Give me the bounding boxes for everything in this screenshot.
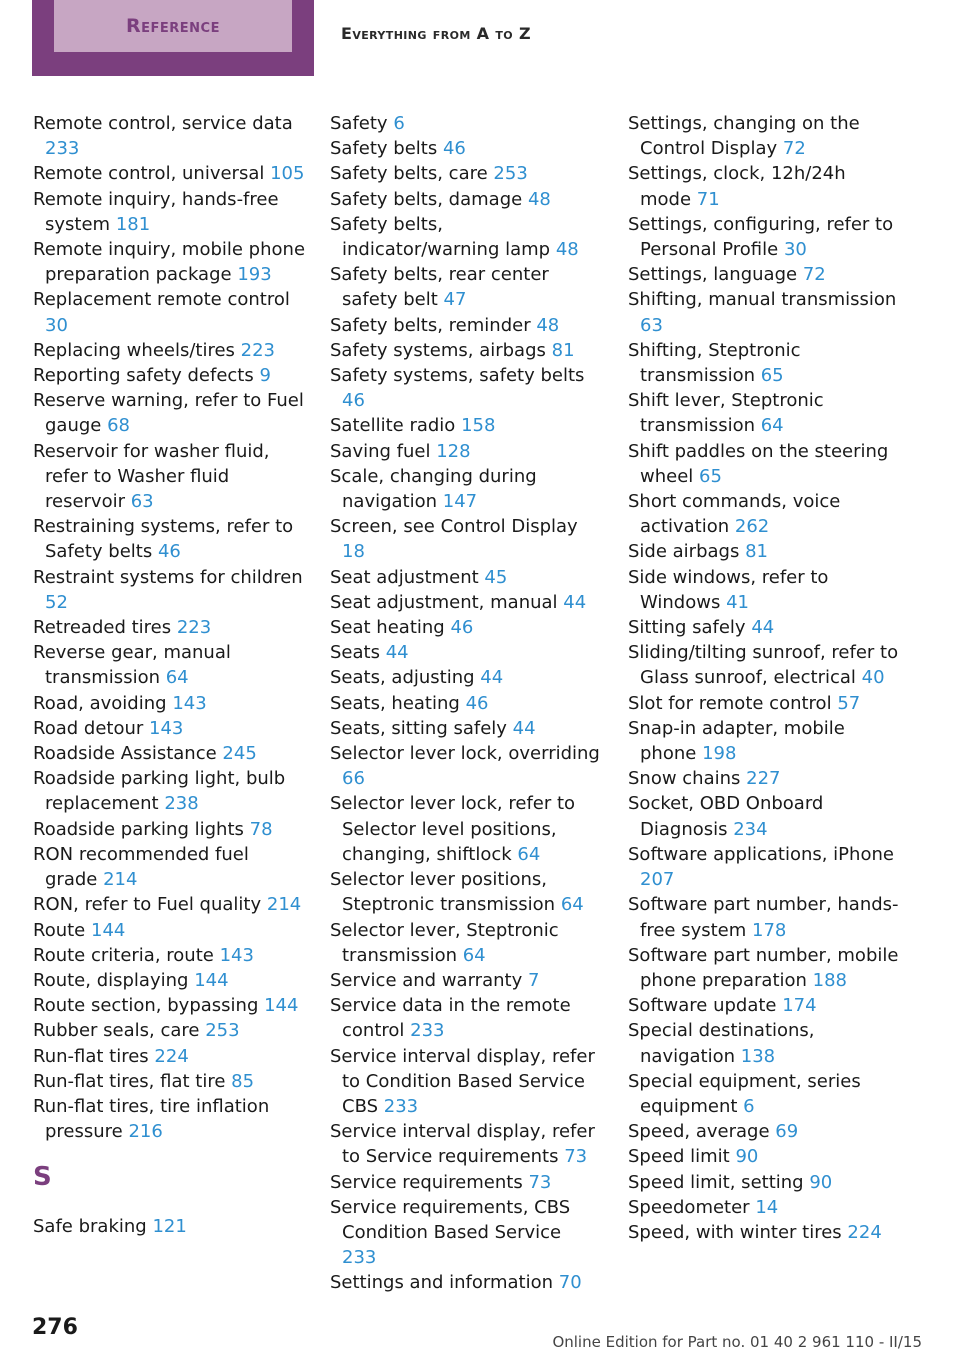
index-entry-term: Safety belts, reminder bbox=[330, 314, 531, 336]
index-entry-term: Snap-in adapter, mobile phone bbox=[628, 717, 845, 765]
index-entry-page-link[interactable]: 224 bbox=[847, 1221, 882, 1243]
index-entry bbox=[33, 741, 305, 766]
index-entry-term: Retreaded tires bbox=[33, 617, 172, 639]
index-entry bbox=[330, 716, 600, 741]
index-entry-term: Selector lever lock, refer to Selector level positions, changing, shiftlock bbox=[330, 793, 576, 865]
index-entry-term: Seat heating bbox=[330, 617, 445, 639]
index-entry-page-link[interactable]: 44 bbox=[563, 591, 587, 613]
section-tab bbox=[32, 0, 314, 76]
index-entry-page-link[interactable]: 214 bbox=[266, 894, 302, 916]
index-entry-page-link[interactable]: 90 bbox=[809, 1171, 833, 1193]
index-entry-term: Speed limit bbox=[628, 1146, 730, 1168]
index-entry bbox=[628, 943, 900, 993]
index-entry-page-link[interactable]: 143 bbox=[219, 944, 254, 966]
index-entry bbox=[628, 1170, 900, 1195]
index-entry-term: Shifting, Steptronic transmission bbox=[628, 339, 801, 387]
index-entry bbox=[330, 514, 600, 564]
index-column-2 bbox=[330, 111, 600, 1296]
index-entry-term: Short commands, voice activation bbox=[628, 491, 841, 538]
index-entry bbox=[330, 111, 600, 136]
index-entry-term: Service interval display, refer to Service requirements bbox=[330, 1121, 595, 1168]
index-entry bbox=[628, 1220, 900, 1245]
index-entry bbox=[33, 1018, 305, 1043]
index-entry-page-link[interactable]: 216 bbox=[128, 1121, 163, 1143]
index-entry bbox=[628, 565, 900, 615]
index-entry-page-link[interactable]: 18 bbox=[342, 541, 365, 563]
index-entry-page-link[interactable]: 44 bbox=[385, 642, 409, 664]
index-entry-page-link[interactable]: 48 bbox=[555, 239, 579, 261]
index-entry-page-link[interactable]: 64 bbox=[517, 843, 541, 865]
index-entry-term: Service interval display, refer to Condition Based Service CBS bbox=[330, 1045, 595, 1117]
index-entry bbox=[33, 565, 305, 615]
index-entry bbox=[330, 691, 600, 716]
index-entry bbox=[628, 1119, 900, 1144]
index-entry-term: Service requirements, CBS Condition Based Service bbox=[330, 1196, 571, 1243]
index-entry bbox=[330, 918, 600, 968]
index-entry-page-link[interactable]: 73 bbox=[528, 1171, 552, 1193]
index-entry-page-link[interactable]: 144 bbox=[91, 919, 126, 941]
index-entry-term: Run-flat tires bbox=[33, 1045, 149, 1067]
index-entry bbox=[33, 817, 305, 842]
index-entry-term: Route criteria, route bbox=[33, 944, 214, 966]
index-entry bbox=[33, 514, 305, 564]
index-entry-term: Safety systems, safety belts bbox=[330, 365, 585, 387]
index-entry bbox=[33, 237, 305, 287]
index-entry-page-link[interactable]: 227 bbox=[746, 768, 781, 790]
index-column-1 bbox=[33, 111, 305, 1240]
index-entry-term: Socket, OBD Onboard Diagnosis bbox=[628, 793, 824, 840]
index-entry-page-link[interactable]: 70 bbox=[558, 1272, 582, 1294]
index-entry-page-link[interactable]: 40 bbox=[861, 667, 885, 689]
index-entry bbox=[33, 187, 305, 237]
index-letter-heading: S bbox=[33, 1162, 52, 1193]
index-entry bbox=[330, 968, 600, 993]
index-entry bbox=[330, 993, 600, 1043]
index-entry bbox=[330, 1170, 600, 1195]
index-entry bbox=[628, 439, 900, 489]
index-entry bbox=[330, 212, 600, 262]
index-entry bbox=[330, 615, 600, 640]
index-entry-term: Safety belts, indicator/warning lamp bbox=[330, 213, 551, 261]
index-entry bbox=[330, 1119, 600, 1169]
index-entry-page-link[interactable]: 147 bbox=[442, 491, 478, 513]
index-entry-term: Settings and information bbox=[330, 1272, 554, 1294]
index-entry bbox=[628, 539, 900, 564]
index-entry-term: Shifting, manual transmission bbox=[628, 289, 897, 311]
index-entry bbox=[330, 413, 600, 438]
index-entry-page-link[interactable]: 64 bbox=[560, 894, 584, 916]
index-entry bbox=[330, 187, 600, 212]
index-entry-page-link[interactable]: 63 bbox=[640, 314, 663, 336]
index-entry-page-link[interactable]: 193 bbox=[237, 264, 272, 286]
index-entry bbox=[330, 1044, 600, 1120]
index-entry-term: Speed limit, setting bbox=[628, 1171, 804, 1193]
index-entry-page-link[interactable]: 78 bbox=[249, 818, 273, 840]
index-entry bbox=[33, 691, 305, 716]
index-entry-page-link[interactable]: 72 bbox=[802, 264, 826, 286]
index-entry-term: Road, avoiding bbox=[33, 692, 167, 714]
index-entry-page-link[interactable]: 105 bbox=[270, 163, 305, 185]
index-entry-term: Road detour bbox=[33, 717, 144, 739]
index-entry bbox=[330, 741, 600, 791]
index-entry bbox=[33, 1044, 305, 1069]
index-entry-term: Route, displaying bbox=[33, 969, 189, 991]
index-entry-term: Route bbox=[33, 919, 86, 941]
index-entry-term: Roadside Assistance bbox=[33, 743, 217, 765]
index-entry-page-link[interactable]: 46 bbox=[342, 390, 365, 412]
index-entry bbox=[628, 338, 900, 388]
index-entry bbox=[330, 1270, 600, 1295]
index-entry-page-link[interactable]: 233 bbox=[383, 1095, 419, 1117]
index-entry bbox=[628, 388, 900, 438]
index-entry-page-link[interactable]: 143 bbox=[149, 717, 184, 739]
index-entry bbox=[33, 943, 305, 968]
index-entry-page-link[interactable]: 253 bbox=[205, 1020, 240, 1042]
index-entry bbox=[33, 892, 305, 917]
index-entry-page-link[interactable]: 223 bbox=[176, 617, 212, 639]
index-entry bbox=[33, 439, 305, 515]
index-entry-page-link[interactable]: 66 bbox=[342, 768, 365, 790]
index-entry bbox=[330, 665, 600, 690]
index-entry-page-link[interactable]: 48 bbox=[527, 188, 551, 210]
index-entry-term: Seats, sitting safely bbox=[330, 717, 507, 739]
index-entry bbox=[628, 489, 900, 539]
index-entry-page-link[interactable]: 81 bbox=[745, 541, 768, 563]
index-entry bbox=[33, 842, 305, 892]
index-entry-page-link[interactable]: 64 bbox=[165, 667, 189, 689]
index-entry-term: RON recommended fuel grade bbox=[33, 843, 249, 891]
index-entry bbox=[330, 161, 600, 186]
index-entry-term: Remote control, service data bbox=[33, 113, 293, 134]
index-entry-page-link[interactable]: 47 bbox=[443, 289, 467, 311]
index-entry-page-link[interactable]: 224 bbox=[154, 1045, 189, 1067]
index-entry-page-link[interactable]: 44 bbox=[751, 617, 775, 639]
index-entry-page-link[interactable]: 46 bbox=[442, 138, 466, 160]
index-entry-term: Speed, average bbox=[628, 1121, 770, 1143]
index-entry-page-link[interactable]: 6 bbox=[393, 113, 405, 134]
index-entry bbox=[330, 867, 600, 917]
index-entry-page-link[interactable]: 64 bbox=[462, 944, 486, 966]
index-entry bbox=[33, 111, 305, 161]
index-entry-page-link[interactable]: 73 bbox=[564, 1146, 588, 1168]
index-entry-page-link[interactable]: 71 bbox=[696, 188, 720, 210]
index-entry-page-link[interactable]: 233 bbox=[45, 138, 80, 160]
index-entry-page-link[interactable]: 64 bbox=[760, 415, 784, 437]
index-entry bbox=[33, 161, 305, 186]
index-entry bbox=[330, 136, 600, 161]
index-entry-term: Service requirements bbox=[330, 1171, 523, 1193]
index-entry bbox=[330, 439, 600, 464]
index-entry-page-link[interactable]: 144 bbox=[264, 995, 299, 1017]
index-entry bbox=[628, 212, 900, 262]
index-entry-term: Remote inquiry, mobile phone preparation package bbox=[33, 239, 306, 286]
index-entry bbox=[33, 363, 305, 388]
index-entry bbox=[33, 766, 305, 816]
index-entry-term: Software update bbox=[628, 995, 777, 1017]
index-entry-term: Sitting safely bbox=[628, 617, 746, 639]
index-entry-term: Seat adjustment, manual bbox=[330, 591, 558, 613]
index-entry-term: Settings, clock, 12h/24h mode bbox=[628, 163, 846, 210]
index-entry-page-link[interactable]: 178 bbox=[752, 919, 787, 941]
index-entry-page-link[interactable]: 44 bbox=[480, 667, 504, 689]
index-entry-term: Seats, heating bbox=[330, 692, 460, 714]
index-entry-term: Reservoir for washer fluid, refer to Washer fluid reservoir bbox=[33, 440, 270, 513]
index-entry bbox=[628, 615, 900, 640]
index-entry-term: Sliding/tilting sunroof, refer to Glass sunroof, electrical bbox=[628, 642, 899, 689]
index-entry-page-link[interactable]: 72 bbox=[782, 138, 806, 160]
index-entry-page-link[interactable]: 188 bbox=[812, 969, 848, 991]
index-entry bbox=[628, 1144, 900, 1169]
index-entry bbox=[628, 842, 900, 892]
index-entry-page-link[interactable]: 233 bbox=[342, 1247, 377, 1269]
index-entry-term: Safety bbox=[330, 113, 388, 134]
index-entry bbox=[330, 640, 600, 665]
index-entry-page-link[interactable]: 52 bbox=[45, 591, 68, 613]
index-entry-term: Service and warranty bbox=[330, 969, 523, 991]
index-entry-page-link[interactable]: 181 bbox=[115, 213, 151, 235]
index-entry bbox=[330, 590, 600, 615]
index-entry-term: Selector lever, Steptronic transmission bbox=[330, 919, 559, 966]
index-entry bbox=[628, 262, 900, 287]
index-entry-page-link[interactable]: 198 bbox=[702, 743, 737, 765]
index-entry-term: Run-flat tires, flat tire bbox=[33, 1070, 226, 1092]
index-entry-page-link[interactable]: 14 bbox=[755, 1196, 779, 1218]
section-label: Reference bbox=[126, 15, 220, 37]
index-entry-page-link[interactable]: 46 bbox=[157, 541, 181, 563]
index-entry-term: Safety belts, rear center safety belt bbox=[330, 264, 549, 311]
index-entry-term: Seats, adjusting bbox=[330, 667, 475, 689]
index-entry-page-link[interactable]: 57 bbox=[837, 692, 861, 714]
index-entry-term: Software part number, mobile phone preparation bbox=[628, 944, 899, 991]
index-entry bbox=[628, 111, 900, 161]
index-entry-page-link[interactable]: 69 bbox=[775, 1121, 799, 1143]
index-entry-page-link[interactable]: 121 bbox=[152, 1216, 187, 1238]
index-entry bbox=[628, 791, 900, 841]
index-entry-term: Remote control, universal bbox=[33, 163, 265, 185]
index-entry-term: Seats bbox=[330, 642, 380, 664]
index-entry bbox=[33, 993, 305, 1018]
index-entry-page-link[interactable]: 138 bbox=[740, 1045, 776, 1067]
chapter-title: Everything from A to Z bbox=[341, 24, 532, 43]
index-entry bbox=[33, 1214, 305, 1239]
index-entry-page-link[interactable]: 30 bbox=[783, 239, 807, 261]
index-entry bbox=[628, 691, 900, 716]
index-entry-term: Screen, see Control Display bbox=[330, 516, 578, 538]
index-entry-term: Settings, changing on the Control Display bbox=[628, 113, 860, 160]
index-entry bbox=[628, 287, 900, 337]
index-entry-term: Safety belts, damage bbox=[330, 188, 523, 210]
index-entry-term: Selector lever lock, overriding bbox=[330, 743, 600, 765]
index-entry-term: Safety belts, care bbox=[330, 163, 488, 185]
index-entry-page-link[interactable]: 44 bbox=[512, 717, 536, 739]
index-entry-page-link[interactable]: 174 bbox=[782, 995, 817, 1017]
index-entry-term: Scale, changing during navigation bbox=[330, 465, 537, 513]
index-entry-page-link[interactable]: 81 bbox=[551, 339, 575, 361]
index-entry bbox=[33, 615, 305, 640]
index-entry-term: Saving fuel bbox=[330, 440, 431, 462]
index-entry bbox=[330, 363, 600, 413]
index-entry bbox=[628, 640, 900, 690]
index-entry bbox=[330, 313, 600, 338]
index-entry-term: Settings, configuring, refer to Personal Profile bbox=[628, 213, 894, 261]
index-entry bbox=[628, 161, 900, 211]
index-entry bbox=[33, 287, 305, 337]
index-entry-term: Side airbags bbox=[628, 541, 740, 563]
index-entry bbox=[33, 640, 305, 690]
index-entry-term: Settings, language bbox=[628, 264, 798, 286]
index-entry-term: Software part number, hands-free system bbox=[628, 894, 899, 941]
index-entry-term: Special equipment, series equipment bbox=[628, 1070, 861, 1117]
index-entry-page-link[interactable]: 234 bbox=[733, 818, 768, 840]
index-entry-term: Software applications, iPhone bbox=[628, 843, 894, 865]
index-entry bbox=[330, 262, 600, 312]
index-entry-page-link[interactable]: 207 bbox=[640, 869, 675, 891]
index-entry-page-link[interactable]: 90 bbox=[735, 1146, 759, 1168]
index-entry-page-link[interactable]: 9 bbox=[259, 365, 271, 387]
index-entry-page-link[interactable]: 144 bbox=[194, 969, 229, 991]
index-entry-term: Reserve warning, refer to Fuel gauge bbox=[33, 390, 304, 437]
index-entry-term: Roadside parking light, bulb replacement bbox=[33, 768, 286, 815]
index-entry-term: Route section, bypassing bbox=[33, 995, 259, 1017]
index-entry-page-link[interactable]: 41 bbox=[726, 591, 749, 613]
index-entry-term: Safe braking bbox=[33, 1216, 147, 1238]
index-entry-term: Slot for remote control bbox=[628, 692, 832, 714]
index-entry-page-link[interactable]: 233 bbox=[410, 1020, 445, 1042]
index-entry-page-link[interactable]: 65 bbox=[760, 365, 784, 387]
index-entry-page-link[interactable]: 48 bbox=[536, 314, 560, 336]
index-entry-page-link[interactable]: 85 bbox=[231, 1070, 255, 1092]
index-entry-page-link[interactable]: 63 bbox=[130, 491, 154, 513]
index-entry-page-link[interactable]: 68 bbox=[107, 415, 131, 437]
index-entry bbox=[330, 791, 600, 867]
index-entry bbox=[628, 1069, 900, 1119]
page-number: 276 bbox=[32, 1315, 78, 1340]
index-entry-page-link[interactable]: 128 bbox=[436, 440, 471, 462]
index-entry-term: Restraint systems for children bbox=[33, 566, 303, 588]
index-entry-term: Special destinations, navigation bbox=[628, 1020, 815, 1067]
index-entry bbox=[33, 1094, 305, 1144]
index-entry-term: Safety belts bbox=[330, 138, 438, 160]
index-entry-term: Remote inquiry, hands-free system bbox=[33, 188, 279, 235]
index-entry bbox=[330, 1195, 600, 1271]
index-entry bbox=[628, 1195, 900, 1220]
index-entry-page-link[interactable]: 158 bbox=[461, 415, 496, 437]
index-entry bbox=[628, 1018, 900, 1068]
index-entry bbox=[330, 338, 600, 363]
index-entry-term: Shift lever, Steptronic transmission bbox=[628, 390, 824, 437]
index-entry-page-link[interactable]: 253 bbox=[493, 163, 528, 185]
index-entry-page-link[interactable]: 143 bbox=[172, 692, 207, 714]
index-entry bbox=[33, 388, 305, 438]
index-entry-page-link[interactable]: 214 bbox=[103, 869, 138, 891]
index-entry bbox=[330, 464, 600, 514]
index-entry-page-link[interactable]: 65 bbox=[699, 465, 722, 487]
index-entry-term: Roadside parking lights bbox=[33, 818, 244, 840]
index-entry-page-link[interactable]: 245 bbox=[222, 743, 257, 765]
section-tab-label-box bbox=[54, 0, 292, 52]
index-entry-page-link[interactable]: 30 bbox=[45, 314, 68, 336]
index-entry-term: Speedometer bbox=[628, 1196, 750, 1218]
index-entry bbox=[33, 918, 305, 943]
index-entry-page-link[interactable]: 6 bbox=[743, 1095, 755, 1117]
index-entry-term: RON, refer to Fuel quality bbox=[33, 894, 262, 916]
index-entry-term: Speed, with winter tires bbox=[628, 1221, 842, 1243]
index-entry bbox=[628, 716, 900, 766]
index-entry-term: Run-flat tires, tire inflation pressure bbox=[33, 1095, 270, 1143]
index-entry bbox=[33, 338, 305, 363]
index-entry-term: Restraining systems, refer to Safety belts bbox=[33, 516, 294, 563]
index-entry-page-link[interactable]: 7 bbox=[527, 969, 540, 991]
index-entry-term: Safety systems, airbags bbox=[330, 339, 546, 361]
index-entry-page-link[interactable]: 223 bbox=[240, 339, 276, 361]
index-entry bbox=[628, 892, 900, 942]
index-entry-term: Replacement remote control bbox=[33, 289, 290, 311]
index-column-3 bbox=[628, 111, 900, 1245]
index-entry-term: Reverse gear, manual transmission bbox=[33, 642, 231, 689]
index-entry-term: Side windows, refer to Windows bbox=[628, 566, 829, 613]
index-entry bbox=[33, 1069, 305, 1094]
index-entry-page-link[interactable]: 262 bbox=[734, 516, 770, 538]
index-entry-term: Replacing wheels/tires bbox=[33, 339, 235, 361]
index-entry bbox=[628, 766, 900, 791]
index-entry-page-link[interactable]: 45 bbox=[484, 566, 508, 588]
index-entry-page-link[interactable]: 238 bbox=[164, 793, 199, 815]
index-entry bbox=[33, 716, 305, 741]
index-entry-term: Snow chains bbox=[628, 768, 741, 790]
index-entry bbox=[33, 968, 305, 993]
index-entry-term: Selector lever positions, Steptronic transmission bbox=[330, 869, 556, 916]
index-entry-term: Service data in the remote control bbox=[330, 995, 571, 1042]
index-entry bbox=[330, 565, 600, 590]
index-entry-page-link[interactable]: 46 bbox=[465, 692, 489, 714]
index-entry bbox=[628, 993, 900, 1018]
index-entry-term: Shift paddles on the steering wheel bbox=[628, 440, 889, 487]
index-entry-page-link[interactable]: 46 bbox=[450, 617, 474, 639]
index-entry-term: Satellite radio bbox=[330, 415, 456, 437]
edition-note: Online Edition for Part no. 01 40 2 961 110 - II/15 bbox=[552, 1333, 922, 1351]
index-entry-term: Reporting safety defects bbox=[33, 365, 254, 387]
index-entry-term: Seat adjustment bbox=[330, 566, 479, 588]
index-entry-term: Rubber seals, care bbox=[33, 1020, 200, 1042]
